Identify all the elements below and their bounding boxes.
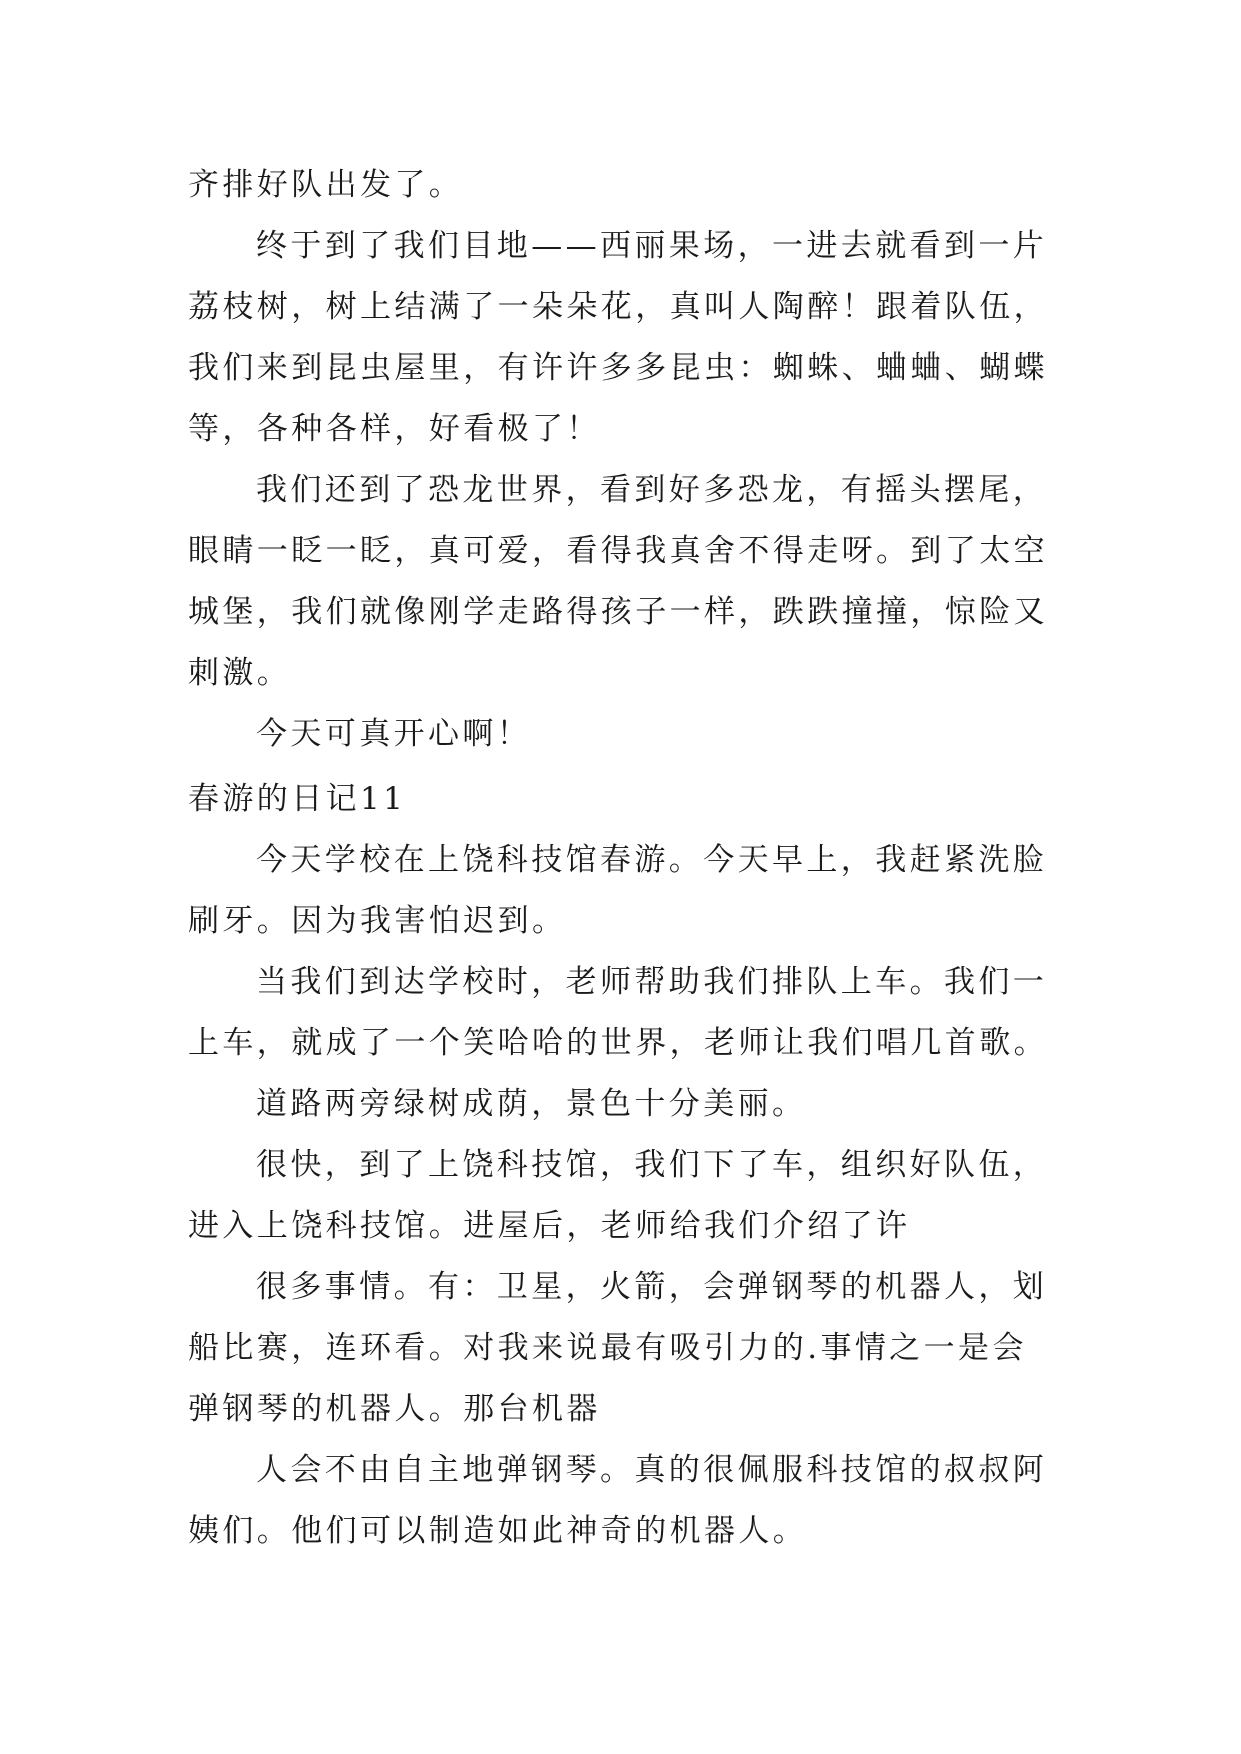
paragraph: 今天学校在上饶科技馆春游。今天早上，我赶紧洗脸刷牙。因为我害怕迟到。	[188, 842, 1048, 939]
paragraph: 我们还到了恐龙世界，看到好多恐龙，有摇头摆尾，眼睛一眨一眨，真可爱，看得我真舍不得走呀。到了太空城堡，我们就像刚学走路得孩子一样，跌跌撞撞，惊险又刺激。	[188, 472, 1048, 691]
paragraph: 终于到了我们目地——西丽果场，一进去就看到一片荔枝树，树上结满了一朵朵花，真叫人陶醉！跟着队伍，我们来到昆虫屋里，有许许多多昆虫：蜘蛛、蛐蛐、蝴蝶等，各种各样，好看极了！	[188, 228, 1048, 447]
diary-title: 春游的日记11	[188, 781, 407, 817]
paragraph: 很多事情。有：卫星，火箭，会弹钢琴的机器人，划船比赛，连环看。对我来说最有吸引力的.事情之一是会弹钢琴的机器人。那台机器	[188, 1269, 1048, 1427]
paragraph: 齐排好队出发了。	[188, 167, 464, 203]
diary-continuation-section	[188, 155, 1058, 765]
paragraph: 很快，到了上饶科技馆，我们下了车，组织好队伍，进入上饶科技馆。进屋后，老师给我们介绍了许	[188, 1147, 1048, 1244]
paragraph: 道路两旁绿树成荫，景色十分美丽。	[256, 1086, 807, 1122]
paragraph: 今天可真开心啊！	[256, 716, 532, 752]
diary-entry-section	[188, 769, 1058, 1562]
paragraph: 当我们到达学校时，老师帮助我们排队上车。我们一上车，就成了一个笑哈哈的世界，老师让我们唱几首歌。	[188, 964, 1048, 1061]
paragraph: 人会不由自主地弹钢琴。真的很佩服科技馆的叔叔阿姨们。他们可以制造如此神奇的机器人。	[188, 1452, 1048, 1549]
